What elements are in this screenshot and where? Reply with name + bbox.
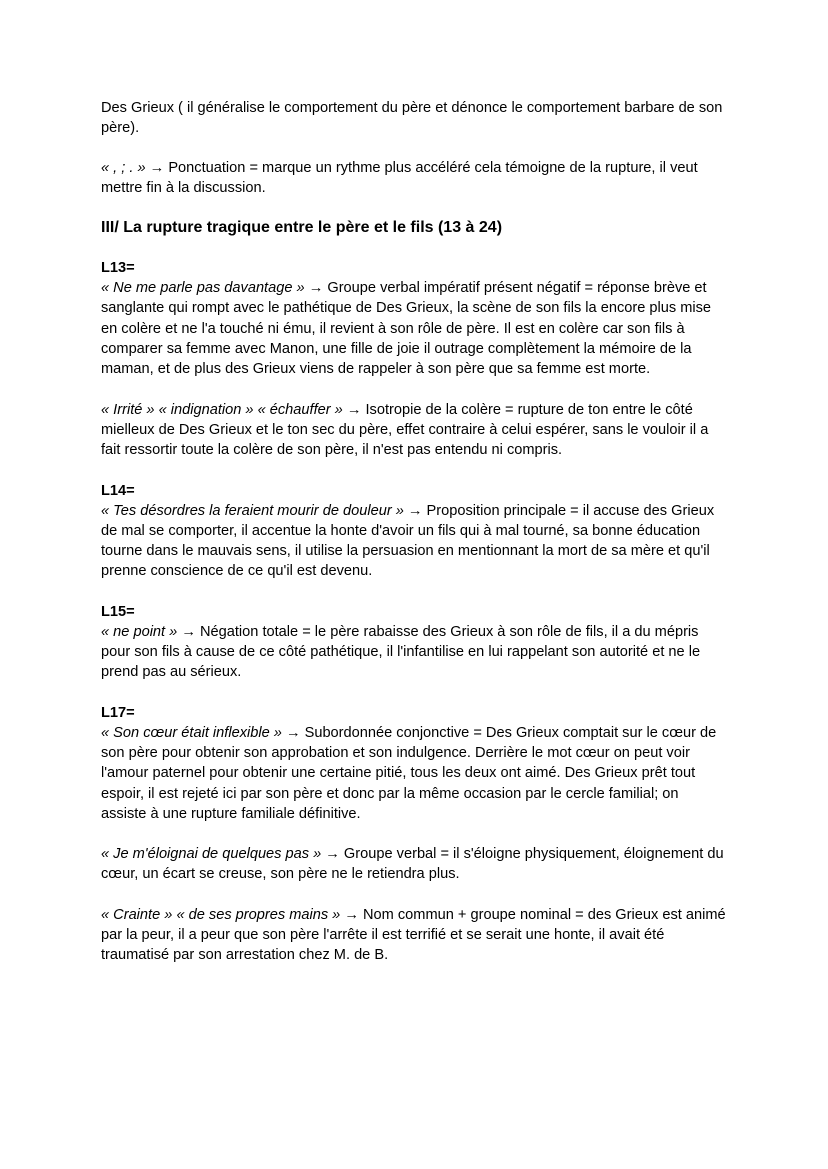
paragraph-l14-a (101, 501, 727, 582)
analysis-text: → Nom commun + groupe nominal = des Grieux est animé par la peur, il a peur que son père l'arrête il est terrifié et se serait une honte, il avait été traumatisé par son arrestation chez M. de B. (101, 906, 726, 964)
section-heading: III/ La rupture tragique entre le père et le fils (13 à 24) (101, 219, 503, 237)
quote: « Ne me parle pas davantage » (101, 280, 305, 297)
paragraph-l13-a (101, 278, 727, 379)
quote: « Je m'éloignai de quelques pas » (101, 846, 322, 863)
analysis-text: → Négation totale = le père rabaisse des Grieux à son rôle de fils, il a du mépris pour son fils à cause de ce côté pathétique, il l'infantilise en lui rappelant son autorité et ne le prend pas au sérieux. (101, 623, 701, 681)
analysis-text: → Proposition principale = il accuse des Grieux de mal se comporter, il accentue la honte d'avoir un fils qui à mal tourné, sa bonne éducation tourne dans le mauvais sens, il utilise la persuasion en mentionnant la mort de sa mère et qu'il prenne conscience de ce qu'il est devenu. (101, 502, 715, 580)
paragraph-l15-a (101, 622, 727, 683)
quote: « , ; . » (101, 159, 146, 176)
paragraph-intro (101, 98, 727, 139)
paragraph-l13-b (101, 400, 727, 461)
quote: « Crainte » « de ses propres mains » (101, 906, 341, 923)
analysis-text: → Isotropie de la colère = rupture de ton entre le côté mielleux de Des Grieux et le ton sec du père, effet contraire à celui espérer, sans le vouloir il a fait ressortir toute la colère de son père, il n'est pas entendu ni compris. (101, 401, 709, 459)
paragraph-punctuation (101, 158, 727, 199)
analysis-text: → Subordonnée conjonctive = Des Grieux comptait sur le cœur de son père pour obtenir son approbation et son indulgence. Derrière le mot cœur on peut voir l'amour paternel pour obtenir une certaine pitié, tous les deux ont aimé. Des Grieux prêt tout espoir, il est rejeté ici par son père et donc par la même occasion par le cercle familial; on assiste à une rupture familiale définitive. (101, 724, 717, 822)
quote: « Irrité » « indignation » « échauffer » (101, 401, 343, 418)
quote: « Tes désordres la feraient mourir de douleur » (101, 502, 404, 519)
paragraph-text: Des Grieux ( il généralise le comportement du père et dénonce le comportement barbare de son père). (101, 100, 723, 137)
line-label-l14: L14= (101, 482, 135, 499)
analysis-text: → Groupe verbal impératif présent négatif = réponse brève et sanglante qui rompt avec le pathétique de Des Grieux, la scène de son fils la encore plus mise en colère et ne l'a touché ni ému, il revient à son rôle de père. Il est en colère car son fils à comparer sa femme avec Manon, une fille de joie il outrage complètement la mémoire de la maman, et de plus des Grieux viens de rappeler à son père que sa femme est morte. (101, 280, 712, 378)
paragraph-l17-b (101, 844, 727, 885)
paragraph-l17-c (101, 905, 727, 966)
analysis-text: → Groupe verbal = il s'éloigne physiquement, éloignement du cœur, un écart se creuse, son père ne le retiendra plus. (101, 846, 724, 883)
quote: « Son cœur était inflexible » (101, 724, 282, 741)
paragraph-l17-a (101, 723, 727, 824)
line-label-l13: L13= (101, 260, 135, 277)
analysis-text: → Ponctuation = marque un rythme plus accéléré cela témoigne de la rupture, il veut mettre fin à la discussion. (101, 159, 698, 196)
line-label-l17: L17= (101, 704, 135, 721)
quote: « ne point » (101, 623, 178, 640)
document-body (101, 98, 727, 966)
line-label-l15: L15= (101, 603, 135, 620)
